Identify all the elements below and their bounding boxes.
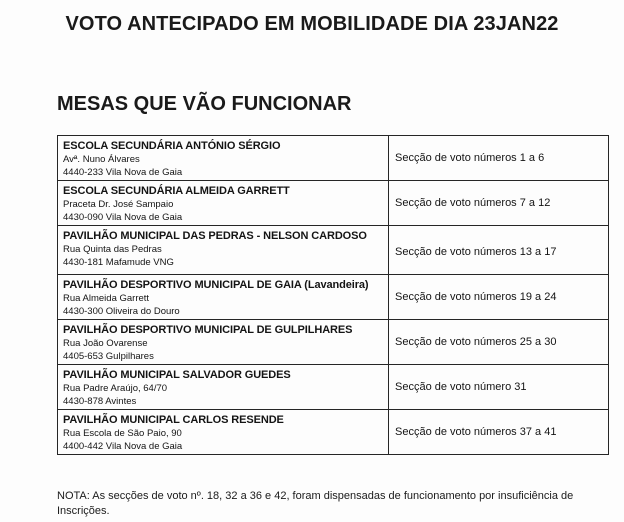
- location-street: Praceta Dr. José Sampaio: [63, 199, 174, 210]
- table-body: [58, 136, 609, 455]
- location-name: PAVILHÃO DESPORTIVO MUNICIPAL DE GAIA (Lavandeira): [63, 279, 369, 291]
- location-name: PAVILHÃO MUNICIPAL DAS PEDRAS - NELSON CARDOSO: [63, 230, 367, 242]
- location-cell: [58, 136, 389, 181]
- table-row: [58, 410, 609, 455]
- location-postal-city: 4430-878 Avintes: [63, 396, 137, 407]
- location-street: Rua Padre Araújo, 64/70: [63, 383, 168, 394]
- table-row: [58, 136, 609, 181]
- footnote: NOTA: As secções de voto nº. 18, 32 a 36 e 42, foram dispensadas de funcionamento por insuficiência de Inscrições.: [57, 490, 574, 517]
- location-postal-city: 4430-181 Mafamude VNG: [63, 257, 174, 268]
- table-row: [58, 181, 609, 226]
- location-postal-city: 4440-233 Vila Nova de Gaia: [63, 167, 183, 178]
- location-cell: [58, 181, 389, 226]
- location-cell: [58, 410, 389, 455]
- sections-cell: Secção de voto números 19 a 24: [389, 275, 609, 320]
- location-street: Rua Quinta das Pedras: [63, 244, 162, 255]
- table-row: [58, 320, 609, 365]
- location-street: Rua Escola de São Paio, 90: [63, 428, 182, 439]
- location-cell: [58, 365, 389, 410]
- sections-cell: Secção de voto números 13 a 17: [389, 226, 609, 275]
- table-row: [58, 365, 609, 410]
- location-cell: [58, 275, 389, 320]
- location-cell: [58, 320, 389, 365]
- section-title: MESAS QUE VÃO FUNCIONAR: [57, 93, 352, 115]
- location-street: Avª. Nuno Álvares: [63, 154, 140, 165]
- sections-cell: Secção de voto números 25 a 30: [389, 320, 609, 365]
- sections-cell: Secção de voto números 1 a 6: [389, 136, 609, 181]
- location-street: Rua João Ovarense: [63, 338, 148, 349]
- location-name: ESCOLA SECUNDÁRIA ANTÓNIO SÉRGIO: [63, 140, 281, 152]
- location-postal-city: 4400-442 Vila Nova de Gaia: [63, 441, 183, 452]
- table-row: [58, 275, 609, 320]
- document-title: VOTO ANTECIPADO EM MOBILIDADE DIA 23JAN22: [65, 13, 559, 35]
- location-postal-city: 4430-090 Vila Nova de Gaia: [63, 212, 183, 223]
- sections-cell: Secção de voto números 37 a 41: [389, 410, 609, 455]
- location-street: Rua Almeida Garrett: [63, 293, 150, 304]
- location-name: ESCOLA SECUNDÁRIA ALMEIDA GARRETT: [63, 185, 290, 197]
- location-cell: [58, 226, 389, 275]
- sections-cell: Secção de voto número 31: [389, 365, 609, 410]
- location-name: PAVILHÃO DESPORTIVO MUNICIPAL DE GULPILHARES: [63, 324, 353, 336]
- location-name: PAVILHÃO MUNICIPAL SALVADOR GUEDES: [63, 369, 291, 381]
- location-postal-city: 4430-300 Oliveira do Douro: [63, 306, 180, 317]
- location-name: PAVILHÃO MUNICIPAL CARLOS RESENDE: [63, 414, 284, 426]
- location-postal-city: 4405-653 Gulpilhares: [63, 351, 154, 362]
- table-row: [58, 226, 609, 275]
- polling-stations-table: [57, 135, 609, 455]
- sections-cell: Secção de voto números 7 a 12: [389, 181, 609, 226]
